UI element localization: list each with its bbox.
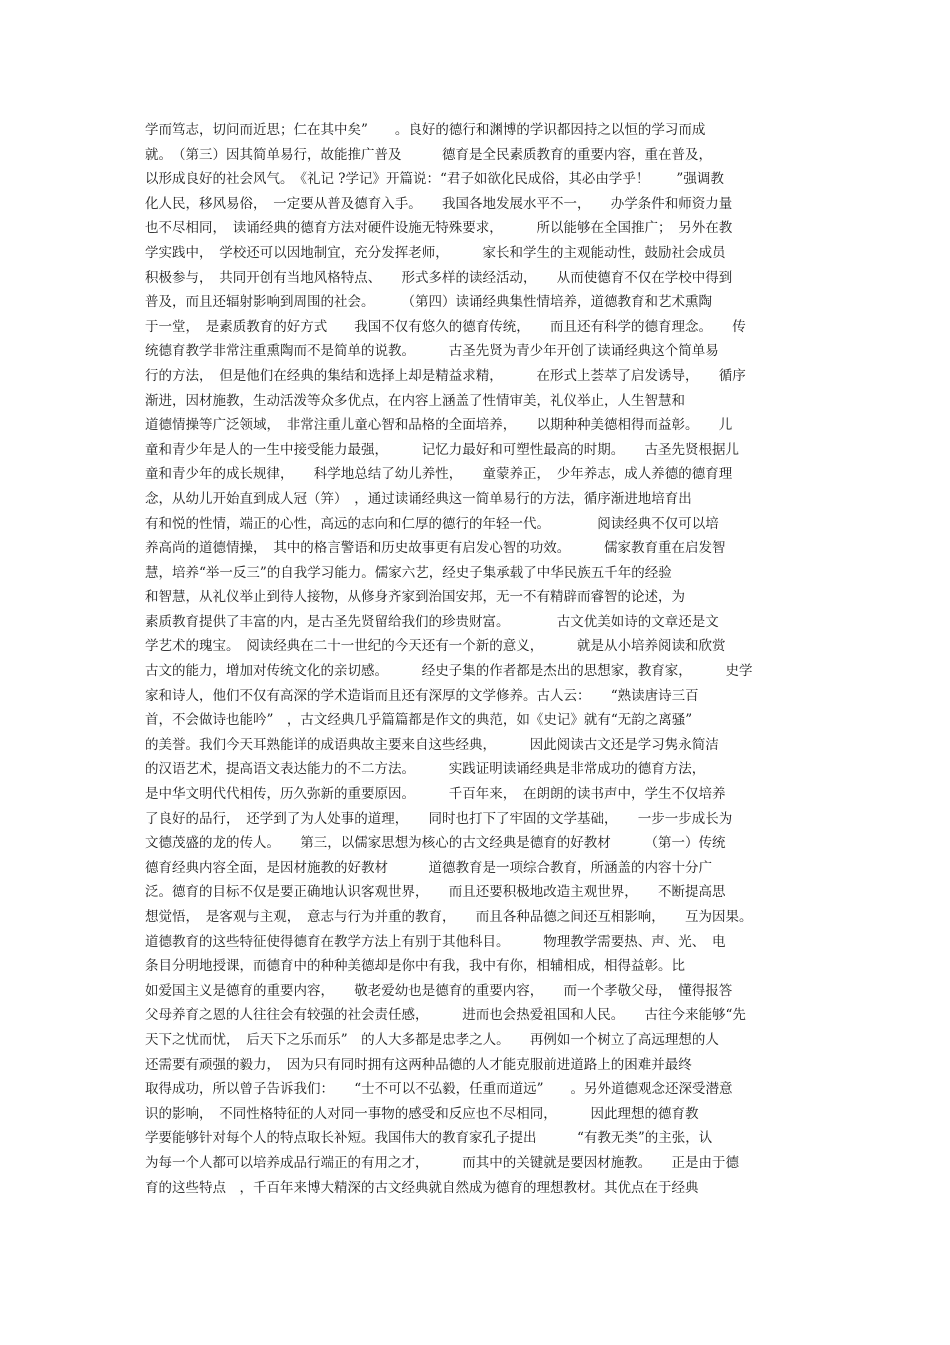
- text-line: 有和悦的性情，端正的心性，高远的志向和仁厚的德行的年轻一代。 阅读经典不仅可以培: [145, 515, 719, 532]
- text-line: 学而笃志，切问而近思；仁在其中矣” 。良好的德行和渊博的学识都因持之以恒的学习而成: [145, 122, 706, 138]
- text-line: 积极参与， 共同开创有当地风格特点、 形式多样的读经活动， 从而使德育不仅在学校中得到: [145, 269, 733, 286]
- text-line: 普及，而且还辐射影响到周围的社会。 （第四）读诵经典集性情培养，道德教育和艺术熏陶: [145, 294, 712, 311]
- text-line: 慧，培养“举一反三”的自我学习能力。儒家六艺，经史子集承载了中华民族五千年的经验: [145, 564, 672, 581]
- text-line: 道德情操等广泛领域， 非常注重儿童心智和品格的全面培养， 以期种种美德相得而益彰。 儿: [145, 417, 733, 434]
- text-line: 于一堂， 是素质教育的好方式 我国不仅有悠久的德育传统， 而且还有科学的德育理念。 传: [145, 318, 746, 335]
- text-line: 和智慧，从礼仪举止到待人接物，从修身齐家到治国安邦，无一不有精辟而睿智的论述，为: [145, 589, 685, 606]
- text-line: 以形成良好的社会风气。 《礼记 ?学记》开篇说：“君子如欲化民成俗，其必由学乎！ ”强调教: [145, 171, 724, 188]
- text-line: 文德茂盛的龙的传人。 第三，以儒家思想为核心的古文经典是德育的好教材 （第一）传统: [145, 835, 726, 852]
- text-line: 学要能够针对每个人的特点取长补短。我国伟大的教育家孔子提出 “有教无类”的主张，认: [145, 1130, 713, 1147]
- document-body: [145, 118, 810, 1200]
- text-line: 父母养育之恩的人往往会有较强的社会责任感， 进而也会热爱祖国和人民。 古往今来能够“先: [145, 1007, 746, 1024]
- text-line: 也不尽相同， 读诵经典的德育方法对硬件设施无特殊要求， 所以能够在全国推广； 另外在教: [145, 220, 733, 237]
- text-line: 念，从幼儿开始直到成人冠（笄） ，通过读诵经典这一简单易行的方法，循序渐进地培育出: [145, 490, 692, 507]
- text-line: 行的方法， 但是他们在经典的集结和选择上却是精益求精， 在形式上荟萃了启发诱导， 循序: [145, 367, 746, 384]
- text-line: 统德育教学非常注重熏陶而不是简单的说教。 古圣先贤为青少年开创了读诵经典这个简单易: [145, 343, 719, 360]
- text-line: 首，不会做诗也能吟” ，古文经典几乎篇篇都是作文的典范，如《史记》就有“无韵之离骚”: [145, 712, 693, 729]
- text-line: 取得成功，所以曾子告诉我们： “士不可以不弘毅，任重而道远” 。另外道德观念还深受潜意: [145, 1081, 733, 1098]
- text-line: 学实践中， 学校还可以因地制宜，充分发挥老师， 家长和学生的主观能动性，鼓励社会成员: [145, 244, 726, 261]
- text-line: 育的这些特点 ，千百年来博大精深的古文经典就自然成为德育的理想教材。其优点在于经典: [145, 1179, 699, 1196]
- text-line: 素质教育提供了丰富的内，是古圣先贤留给我们的珍贵财富。 古文优美如诗的文章还是文: [145, 613, 719, 630]
- text-line: 泛。德育的目标不仅是要正确地认识客观世界， 而且还要积极地改造主观世界， 不断提高思: [145, 884, 726, 901]
- text-line: 想觉悟， 是客观与主观， 意志与行为并重的教育， 而且各种品德之间还互相影响， 互为因果。: [145, 909, 753, 925]
- text-line: 的美誉。我们今天耳熟能详的成语典故主要来自这些经典， 因此阅读古文还是学习隽永简洁: [145, 736, 719, 753]
- text-line: 学艺术的瑰宝。 阅读经典在二十一世纪的今天还有一个新的意义， 就是从小培养阅读和欣赏: [145, 638, 726, 655]
- text-line: 如爱国主义是德育的重要内容， 敬老爱幼也是德育的重要内容， 而一个孝敬父母， 懂得报答: [145, 982, 733, 999]
- text-line: 家和诗人，他们不仅有高深的学术造诣而且还有深厚的文学修养。古人云： “熟读唐诗三百: [145, 687, 699, 704]
- text-line: 是中华文明代代相传，历久弥新的重要原因。 千百年来， 在朗朗的读书声中，学生不仅培养: [145, 786, 726, 803]
- text-line: 识的影响， 不同性格特征的人对同一事物的感受和反应也不尽相同， 因此理想的德育教: [145, 1105, 699, 1122]
- text-line: 化人民，移风易俗， 一定要从普及德育入手。 我国各地发展水平不一， 办学条件和师资力量: [145, 195, 733, 212]
- text-line: 天下之忧而忧， 后天下之乐而乐” 的人大多都是忠孝之人。 再例如一个树立了高远理想的人: [145, 1031, 719, 1048]
- text-line: 童和青少年是人的一生中接受能力最强， 记忆力最好和可塑性最高的时期。 古圣先贤根据儿: [145, 441, 739, 458]
- text-line: 了良好的品行， 还学到了为人处事的道理， 同时也打下了牢固的文学基础， 一步一步成长为: [145, 810, 733, 827]
- text-line: 童和青少年的成长规律， 科学地总结了幼儿养性， 童蒙养正， 少年养志，成人养德的德育理: [145, 466, 733, 483]
- text-line: 养高尚的道德情操， 其中的格言警语和历史故事更有启发心智的功效。 儒家教育重在启发智: [145, 540, 726, 557]
- text-line: 就。 （第三）因其简单易行，故能推广普及 德育是全民素质教育的重要内容，重在普及，: [145, 146, 712, 163]
- text-line: 德育经典内容全面，是因材施教的好教材 道德教育是一项综合教育，所涵盖的内容十分广: [145, 859, 712, 876]
- text-line: 道德教育的这些特征使得德育在教学方法上有别于其他科目。 物理教学需要热、声、光、 电: [145, 933, 726, 950]
- text-line: 还需要有顽强的毅力， 因为只有同时拥有这两种品德的人才能克服前进道路上的困难并最终: [145, 1056, 692, 1073]
- text-line: 的汉语艺术，提高语文表达能力的不二方法。 实践证明读诵经典是非常成功的德育方法，: [145, 761, 706, 778]
- text-line: 古文的能力，增加对传统文化的亲切感。 经史子集的作者都是杰出的思想家，教育家， 史学: [145, 663, 753, 680]
- text-line: 为每一个人都可以培养成品行端正的有用之才， 而其中的关键就是要因材施教。 正是由于德: [145, 1154, 739, 1171]
- text-line: 条目分明地授课，而德育中的种种美德却是你中有我，我中有你，相辅相成，相得益彰。比: [145, 958, 685, 975]
- text-line: 渐进，因材施教，生动活泼等众多优点，在内容上涵盖了性情审美，礼仪举止，人生智慧和: [145, 392, 685, 409]
